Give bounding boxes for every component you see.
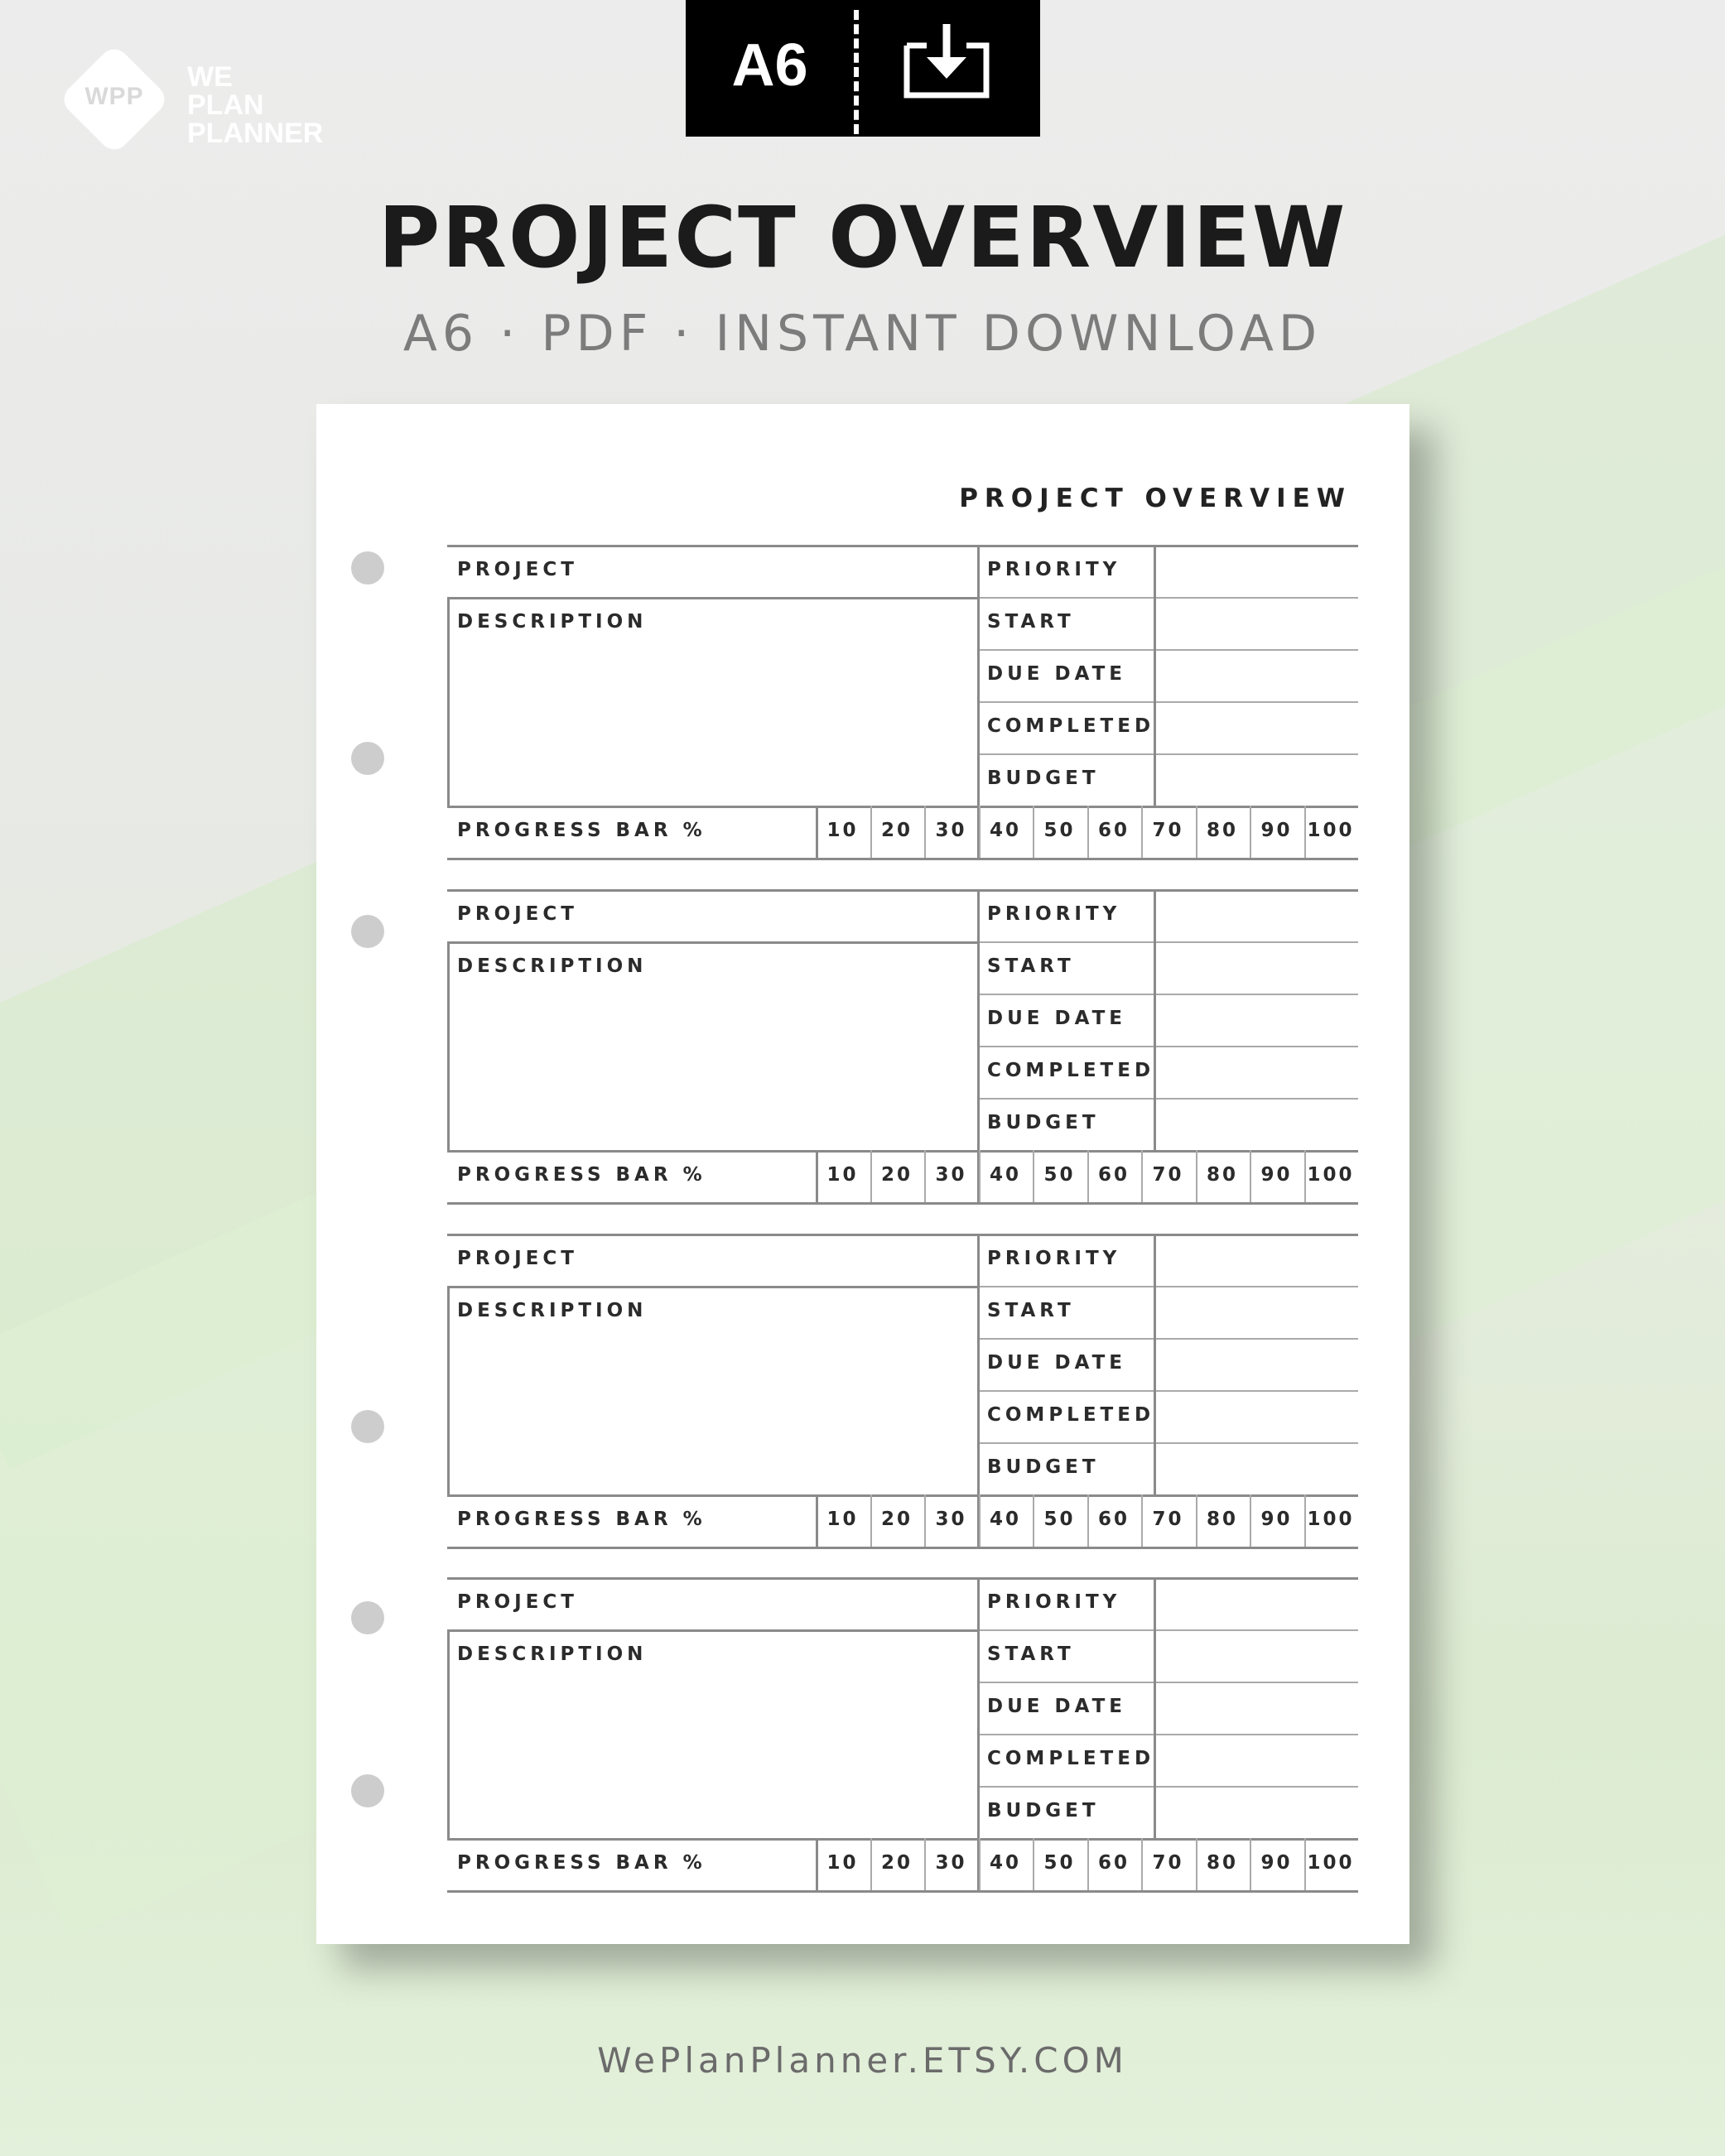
completed-label: COMPLETED: [987, 1060, 1155, 1081]
start-field[interactable]: [1159, 945, 1355, 991]
rule-line: [447, 545, 1358, 547]
start-label: START: [987, 611, 1075, 633]
budget-field[interactable]: [1159, 1446, 1355, 1492]
due-date-label: DUE DATE: [987, 663, 1126, 685]
completed-label: COMPLETED: [987, 1404, 1155, 1426]
rule-line: [447, 889, 1358, 892]
binder-hole: [351, 742, 384, 775]
download-icon: [897, 21, 996, 103]
rule-line: [977, 701, 1358, 703]
binder-hole: [351, 1410, 384, 1443]
rule-line: [977, 941, 1358, 943]
due-date-label: DUE DATE: [987, 1696, 1126, 1717]
completed-label: COMPLETED: [987, 1748, 1155, 1769]
logo-line: WE: [187, 61, 233, 93]
due-date-field[interactable]: [1159, 997, 1355, 1043]
rule-line: [977, 1682, 1358, 1683]
completed-field[interactable]: [1159, 1737, 1355, 1783]
start-label: START: [987, 955, 1075, 977]
progress-step[interactable]: 70: [1152, 1509, 1184, 1530]
project-label: PROJECT: [457, 1248, 578, 1269]
progress-step[interactable]: 70: [1152, 1164, 1184, 1186]
priority-field[interactable]: [1159, 1237, 1355, 1283]
progress-step[interactable]: 30: [935, 1164, 967, 1186]
progress-step[interactable]: 10: [826, 1164, 859, 1186]
page-subtitle: A6 · PDF · INSTANT DOWNLOAD: [402, 305, 1323, 363]
rule-line: [447, 1234, 1358, 1236]
due-date-field[interactable]: [1159, 652, 1355, 699]
priority-field[interactable]: [1159, 893, 1355, 939]
progress-step[interactable]: 70: [1152, 1852, 1184, 1874]
progress-step[interactable]: 20: [880, 1509, 913, 1530]
description-label: DESCRIPTION: [457, 611, 648, 633]
progress-step[interactable]: 70: [1152, 820, 1184, 841]
progress-step[interactable]: 100: [1307, 1509, 1355, 1530]
priority-label: PRIORITY: [987, 1591, 1121, 1613]
progress-bar-label: PROGRESS BAR %: [457, 1164, 706, 1186]
progress-step[interactable]: 80: [1206, 1852, 1238, 1874]
sheet-title: PROJECT OVERVIEW: [959, 484, 1352, 513]
project-name-field[interactable]: [629, 550, 969, 591]
planner-sheet: [316, 404, 1409, 1944]
progress-step[interactable]: 80: [1206, 820, 1238, 841]
rule-line: [1154, 1234, 1156, 1494]
budget-label: BUDGET: [987, 1800, 1100, 1822]
start-field[interactable]: [1159, 600, 1355, 647]
logo-line: PLAN: [187, 89, 264, 121]
progress-step[interactable]: 10: [826, 1852, 859, 1874]
project-label: PROJECT: [457, 559, 578, 580]
project-name-field[interactable]: [629, 894, 969, 936]
rule-line: [977, 1286, 1358, 1287]
rule-line: [977, 1786, 1358, 1788]
completed-field[interactable]: [1159, 1393, 1355, 1440]
progress-step[interactable]: 20: [880, 1164, 913, 1186]
rule-line: [977, 1390, 1358, 1392]
progress-step[interactable]: 10: [826, 1509, 859, 1530]
description-field[interactable]: [455, 1333, 969, 1486]
description-field[interactable]: [455, 1677, 969, 1830]
progress-step[interactable]: 100: [1307, 1164, 1355, 1186]
progress-step[interactable]: 100: [1307, 1852, 1355, 1874]
rule-line: [447, 941, 450, 1150]
budget-field[interactable]: [1159, 1789, 1355, 1836]
rule-line: [447, 1629, 450, 1838]
progress-step[interactable]: 60: [1097, 1164, 1130, 1186]
rule-line: [447, 1494, 1358, 1497]
progress-step[interactable]: 100: [1307, 820, 1355, 841]
completed-field[interactable]: [1159, 705, 1355, 751]
progress-step[interactable]: 40: [989, 1509, 1021, 1530]
rule-line: [977, 753, 1358, 755]
priority-label: PRIORITY: [987, 903, 1121, 925]
progress-step[interactable]: 60: [1097, 1852, 1130, 1874]
progress-step[interactable]: 50: [1043, 1852, 1076, 1874]
binder-hole: [351, 551, 384, 585]
completed-label: COMPLETED: [987, 715, 1155, 737]
priority-label: PRIORITY: [987, 1248, 1121, 1269]
rule-line: [977, 1629, 1358, 1631]
rule-line: [977, 1734, 1358, 1735]
rule-line: [447, 1890, 1358, 1893]
logo-mark: WPP: [84, 83, 144, 110]
progress-step[interactable]: 30: [935, 820, 967, 841]
rule-line: [447, 941, 977, 944]
logo-line: PLANNER: [187, 118, 324, 149]
budget-label: BUDGET: [987, 1112, 1100, 1133]
progress-step[interactable]: 30: [935, 1509, 967, 1530]
rule-line: [447, 858, 1358, 860]
rule-line: [447, 1150, 1358, 1153]
progress-step[interactable]: 60: [1097, 820, 1130, 841]
start-field[interactable]: [1159, 1289, 1355, 1335]
progress-step[interactable]: 40: [989, 1852, 1021, 1874]
project-name-field[interactable]: [629, 1582, 969, 1624]
badge-size-label: A6: [731, 32, 808, 99]
progress-step[interactable]: 90: [1260, 1164, 1293, 1186]
rule-line: [977, 1046, 1358, 1047]
page-title: PROJECT OVERVIEW: [378, 189, 1347, 287]
badge-divider: [854, 10, 859, 134]
progress-step[interactable]: 90: [1260, 1509, 1293, 1530]
project-label: PROJECT: [457, 1591, 578, 1613]
description-label: DESCRIPTION: [457, 1643, 648, 1665]
budget-field[interactable]: [1159, 1101, 1355, 1148]
budget-label: BUDGET: [987, 768, 1100, 789]
binder-hole: [351, 915, 384, 948]
rule-line: [447, 1202, 1358, 1205]
description-field[interactable]: [455, 644, 969, 797]
progress-step[interactable]: 90: [1260, 820, 1293, 841]
due-date-label: DUE DATE: [987, 1352, 1126, 1374]
rule-line: [977, 1442, 1358, 1444]
rule-line: [1154, 1577, 1156, 1838]
rule-line: [977, 994, 1358, 995]
project-block: [447, 889, 1358, 1204]
progress-bar-label: PROGRESS BAR %: [457, 820, 706, 841]
progress-step[interactable]: 60: [1097, 1509, 1130, 1530]
brand-logo: [66, 51, 331, 151]
shop-url[interactable]: WePlanPlanner.ETSY.COM: [597, 2040, 1128, 2081]
progress-bar-label: PROGRESS BAR %: [457, 1509, 706, 1530]
priority-label: PRIORITY: [987, 559, 1121, 580]
rule-line: [447, 1629, 977, 1632]
progress-step[interactable]: 20: [880, 1852, 913, 1874]
progress-step[interactable]: 90: [1260, 1852, 1293, 1874]
rule-line: [977, 1098, 1358, 1100]
start-label: START: [987, 1300, 1075, 1321]
logo-wordmark: [187, 63, 323, 147]
rule-line: [977, 597, 1358, 599]
progress-step[interactable]: 50: [1043, 1509, 1076, 1530]
rule-line: [447, 1577, 1358, 1580]
project-block: [447, 1234, 1358, 1548]
progress-step[interactable]: 10: [826, 820, 859, 841]
project-block: [447, 1577, 1358, 1892]
progress-step[interactable]: 20: [880, 820, 913, 841]
rule-line: [1154, 545, 1156, 806]
due-date-field[interactable]: [1159, 1685, 1355, 1731]
description-label: DESCRIPTION: [457, 955, 648, 977]
rule-line: [447, 597, 977, 599]
binder-hole: [351, 1601, 384, 1634]
rule-line: [1154, 889, 1156, 1150]
binder-hole: [351, 1774, 384, 1807]
project-block: [447, 545, 1358, 859]
budget-label: BUDGET: [987, 1456, 1100, 1478]
progress-step[interactable]: 80: [1206, 1509, 1238, 1530]
description-field[interactable]: [455, 989, 969, 1142]
rule-line: [447, 1286, 977, 1288]
progress-step[interactable]: 40: [989, 820, 1021, 841]
rule-line: [447, 1838, 1358, 1841]
start-label: START: [987, 1643, 1075, 1665]
priority-field[interactable]: [1159, 1581, 1355, 1627]
progress-step[interactable]: 50: [1043, 820, 1076, 841]
completed-field[interactable]: [1159, 1049, 1355, 1095]
rule-line: [447, 1547, 1358, 1549]
progress-step[interactable]: 80: [1206, 1164, 1238, 1186]
budget-field[interactable]: [1159, 757, 1355, 803]
progress-step[interactable]: 50: [1043, 1164, 1076, 1186]
rule-line: [447, 806, 1358, 808]
project-label: PROJECT: [457, 903, 578, 925]
project-name-field[interactable]: [629, 1239, 969, 1280]
progress-bar-label: PROGRESS BAR %: [457, 1852, 706, 1874]
rule-line: [447, 597, 450, 806]
rule-line: [977, 1338, 1358, 1340]
progress-step[interactable]: 30: [935, 1852, 967, 1874]
due-date-label: DUE DATE: [987, 1008, 1126, 1029]
progress-step[interactable]: 40: [989, 1164, 1021, 1186]
rule-line: [447, 1286, 450, 1494]
due-date-field[interactable]: [1159, 1341, 1355, 1388]
rule-line: [977, 649, 1358, 651]
description-label: DESCRIPTION: [457, 1300, 648, 1321]
priority-field[interactable]: [1159, 548, 1355, 594]
format-download-badge[interactable]: [686, 0, 1040, 137]
start-field[interactable]: [1159, 1633, 1355, 1679]
